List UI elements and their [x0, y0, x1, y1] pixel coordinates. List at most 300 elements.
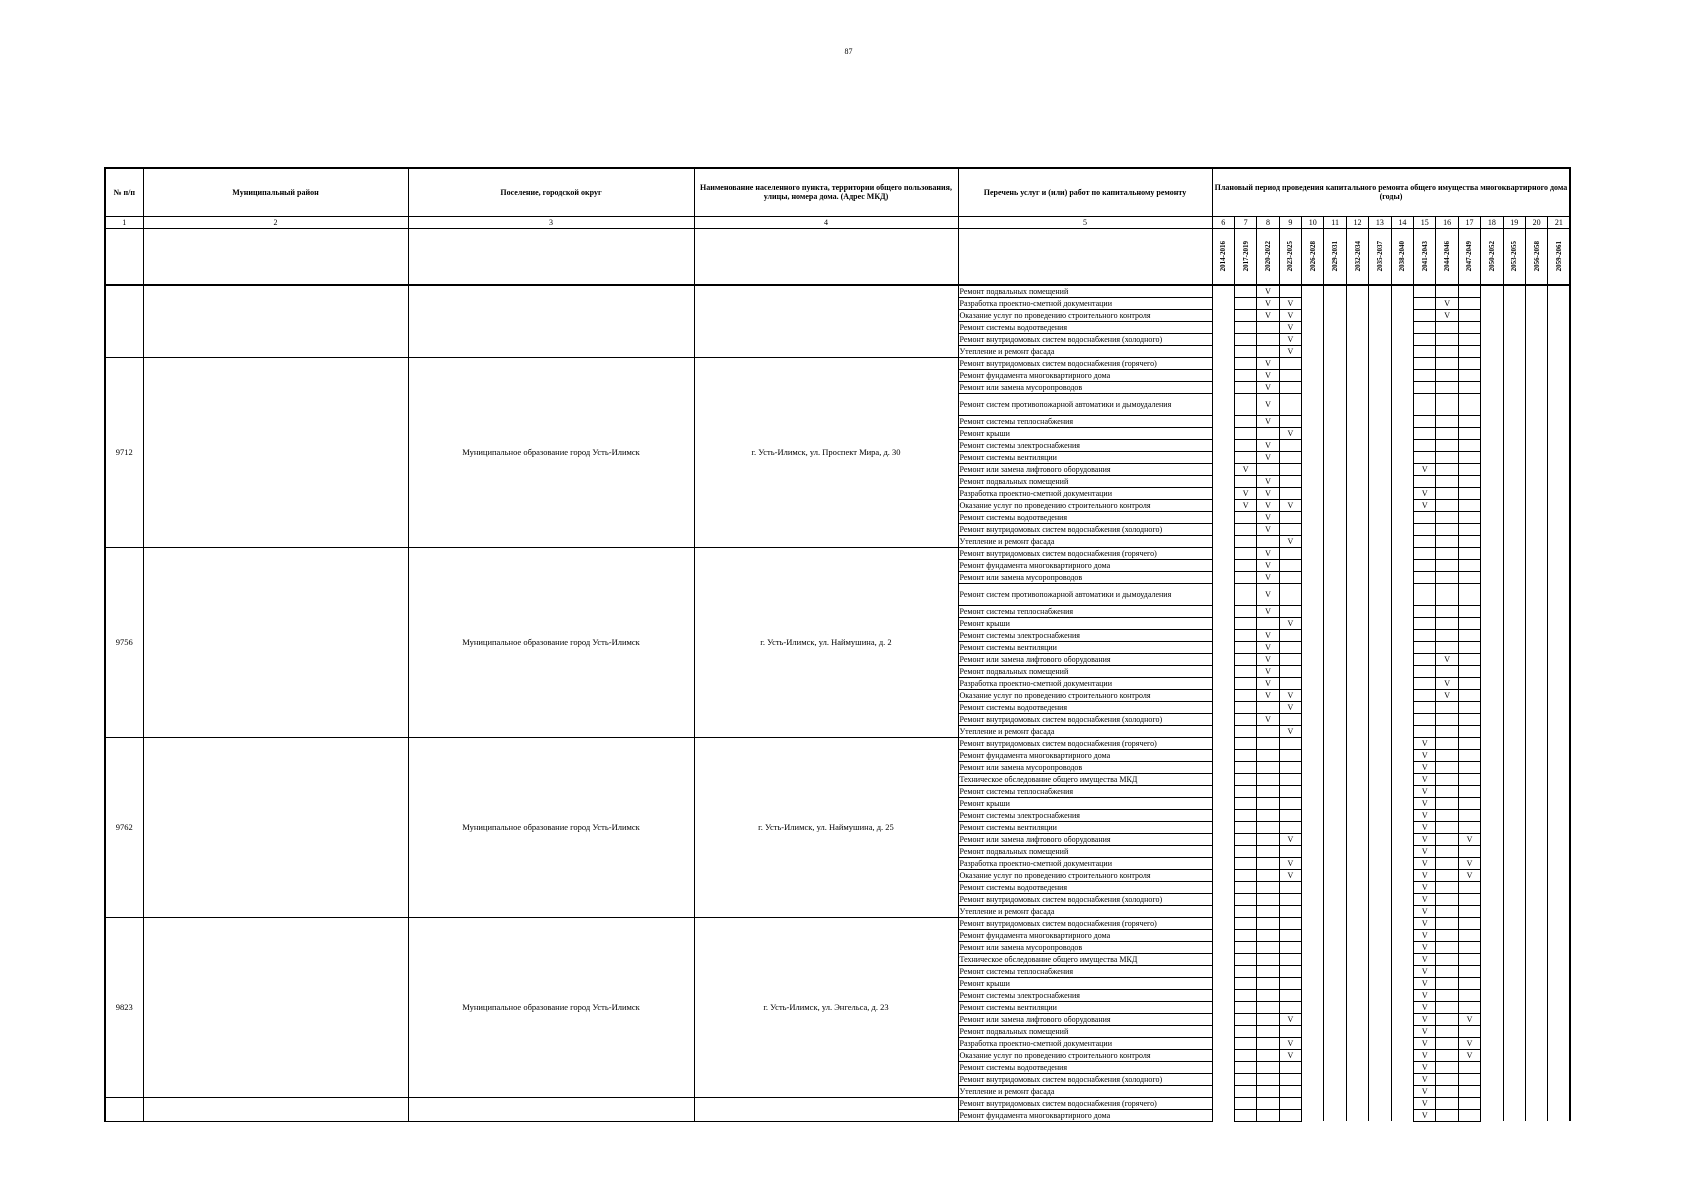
period-mark: V: [1257, 559, 1279, 571]
period-empty: [1346, 749, 1368, 761]
period-empty: [1436, 357, 1458, 369]
period-empty: [1503, 333, 1525, 345]
period-mark: V: [1257, 653, 1279, 665]
period-empty: [1436, 1049, 1458, 1061]
period-empty: [1525, 869, 1547, 881]
period-empty: [1302, 965, 1324, 977]
period-empty: [1481, 393, 1503, 415]
period-empty: [1436, 1061, 1458, 1073]
period-empty: [1391, 857, 1413, 869]
period-empty: [1279, 463, 1301, 475]
period-empty: [1481, 821, 1503, 833]
address-cell: г. Усть-Илимск, ул. Проспект Мира, д. 30: [694, 357, 958, 547]
period-empty: [1548, 605, 1571, 617]
period-empty: [1525, 641, 1547, 653]
work-item: Ремонт системы вентиляции: [958, 1001, 1212, 1013]
period-empty: [1302, 713, 1324, 725]
period-empty: [1414, 451, 1436, 463]
period-empty: [1346, 989, 1368, 1001]
period-empty: [1525, 665, 1547, 677]
column-number: 3: [408, 216, 694, 228]
period-empty: [1346, 1073, 1368, 1085]
period-empty: [1481, 511, 1503, 523]
period-empty: [1481, 881, 1503, 893]
column-number: 17: [1458, 216, 1480, 228]
settlement-cell: Муниципальное образование город Усть-Илимск: [408, 357, 694, 547]
period-empty: [1503, 381, 1525, 393]
period-empty: [1346, 869, 1368, 881]
period-empty: [1391, 761, 1413, 773]
period-empty: [1458, 917, 1480, 929]
period-empty: [1458, 1073, 1480, 1085]
period-empty: [1548, 689, 1571, 701]
period-empty: [1503, 785, 1525, 797]
period-empty: [1414, 415, 1436, 427]
period-empty: [1391, 369, 1413, 381]
period-empty: [1234, 571, 1256, 583]
period-mark: V: [1414, 881, 1436, 893]
period-empty: [1212, 845, 1234, 857]
work-item: Ремонт или замена лифтового оборудования: [958, 463, 1212, 475]
period-empty: [1257, 773, 1279, 785]
period-empty: [1324, 427, 1346, 439]
period-empty: [1391, 451, 1413, 463]
work-item: Утепление и ремонт фасада: [958, 905, 1212, 917]
period-empty: [1458, 641, 1480, 653]
period-empty: [1481, 1061, 1503, 1073]
period-empty: [1212, 1073, 1234, 1085]
period-empty: [1324, 785, 1346, 797]
period-empty: [1548, 369, 1571, 381]
period-empty: [1436, 393, 1458, 415]
period-empty: [1324, 857, 1346, 869]
period-empty: [1212, 309, 1234, 321]
period-empty: [1369, 1109, 1391, 1121]
period-cell: [1481, 228, 1503, 285]
period-mark: V: [1257, 677, 1279, 689]
period-empty: [1324, 381, 1346, 393]
period-empty: [1548, 941, 1571, 953]
period-empty: [1279, 653, 1301, 665]
period-empty: [1234, 701, 1256, 713]
period-empty: [1481, 725, 1503, 737]
period-empty: [1481, 893, 1503, 905]
period-empty: [1458, 297, 1480, 309]
period-empty: [1346, 605, 1368, 617]
period-empty: [1503, 653, 1525, 665]
period-empty: [1414, 605, 1436, 617]
period-empty: [1212, 475, 1234, 487]
period-empty: [1369, 929, 1391, 941]
period-empty: [1481, 665, 1503, 677]
period-empty: [1234, 451, 1256, 463]
period-empty: [1391, 701, 1413, 713]
period-empty: [1234, 559, 1256, 571]
period-mark: V: [1257, 511, 1279, 523]
period-empty: [1458, 1025, 1480, 1037]
period-empty: [1436, 617, 1458, 629]
period-empty: [1503, 929, 1525, 941]
period-empty: [1346, 1097, 1368, 1109]
work-item: Ремонт системы вентиляции: [958, 641, 1212, 653]
period-empty: [1525, 547, 1547, 559]
period-empty: [1369, 1061, 1391, 1073]
period-mark: V: [1279, 333, 1301, 345]
period-empty: [1257, 725, 1279, 737]
period-mark: V: [1436, 689, 1458, 701]
period-empty: [1525, 381, 1547, 393]
period-empty: [1302, 1061, 1324, 1073]
period-empty: [1503, 357, 1525, 369]
period-empty: [1324, 463, 1346, 475]
period-mark: V: [1414, 965, 1436, 977]
period-empty: [1503, 893, 1525, 905]
period-empty: [1503, 881, 1525, 893]
period-mark: V: [1414, 463, 1436, 475]
work-item: Ремонт системы водоотведения: [958, 701, 1212, 713]
period-empty: [1279, 1097, 1301, 1109]
period-empty: [1481, 977, 1503, 989]
period-empty: [1346, 713, 1368, 725]
period-empty: [1458, 977, 1480, 989]
period-empty: [1458, 665, 1480, 677]
period-empty: [1436, 571, 1458, 583]
period-mark: V: [1414, 821, 1436, 833]
period-empty: [1391, 1097, 1413, 1109]
period-empty: [1369, 677, 1391, 689]
period-empty: [1503, 773, 1525, 785]
period-mark: V: [1257, 451, 1279, 463]
period-empty: [1391, 749, 1413, 761]
period-empty: [1212, 641, 1234, 653]
period-empty: [1279, 369, 1301, 381]
period-empty: [1548, 1073, 1571, 1085]
period-empty: [1212, 297, 1234, 309]
period-empty: [1324, 1097, 1346, 1109]
period-mark: V: [1458, 1049, 1480, 1061]
period-empty: [1525, 617, 1547, 629]
address-cell: [694, 285, 958, 358]
period-empty: [1548, 989, 1571, 1001]
table-row: [105, 357, 1570, 369]
period-empty: [1503, 641, 1525, 653]
period-empty: [1414, 689, 1436, 701]
period-empty: [1525, 1013, 1547, 1025]
period-empty: [1302, 905, 1324, 917]
period-empty: [1525, 1037, 1547, 1049]
period-empty: [1369, 665, 1391, 677]
period-empty: [1346, 857, 1368, 869]
work-item: Разработка проектно-сметной документации: [958, 487, 1212, 499]
period-empty: [1369, 1097, 1391, 1109]
period-empty: [1436, 713, 1458, 725]
period-empty: [1436, 499, 1458, 511]
column-number: 15: [1414, 216, 1436, 228]
period-empty: [1458, 905, 1480, 917]
period-empty: [1212, 333, 1234, 345]
period-empty: [1436, 1025, 1458, 1037]
period-empty: [1481, 1025, 1503, 1037]
period-empty: [1369, 285, 1391, 298]
period-empty: [1436, 965, 1458, 977]
period-empty: [1369, 857, 1391, 869]
period-empty: [1257, 333, 1279, 345]
period-label: 2056-2058: [1532, 240, 1541, 272]
period-empty: [1212, 357, 1234, 369]
period-empty: [1279, 415, 1301, 427]
period-empty: [1391, 1013, 1413, 1025]
period-empty: [1525, 499, 1547, 511]
period-empty: [1391, 821, 1413, 833]
period-empty: [1548, 333, 1571, 345]
column-number: 5: [958, 216, 1212, 228]
settlement-cell: Муниципальное образование город Усть-Илимск: [408, 737, 694, 917]
period-empty: [1481, 1037, 1503, 1049]
period-empty: [1548, 1085, 1571, 1097]
period-empty: [1391, 345, 1413, 357]
period-mark: V: [1257, 641, 1279, 653]
period-empty: [1279, 953, 1301, 965]
period-empty: [1346, 953, 1368, 965]
period-empty: [1458, 725, 1480, 737]
period-empty: [1279, 905, 1301, 917]
period-empty: [1391, 583, 1413, 605]
period-empty: [1302, 881, 1324, 893]
period-empty: [1436, 535, 1458, 547]
period-empty: [1503, 1037, 1525, 1049]
period-empty: [1212, 725, 1234, 737]
period-empty: [1436, 629, 1458, 641]
period-empty: [1391, 617, 1413, 629]
period-empty: [1548, 725, 1571, 737]
column-number: 18: [1481, 216, 1503, 228]
period-empty: [1436, 605, 1458, 617]
period-empty: [1458, 689, 1480, 701]
period-empty: [1503, 665, 1525, 677]
period-empty: [1302, 1109, 1324, 1121]
period-empty: [1525, 523, 1547, 535]
period-empty: [1481, 381, 1503, 393]
period-empty: [1302, 1013, 1324, 1025]
period-empty: [1212, 1049, 1234, 1061]
period-mark: V: [1279, 725, 1301, 737]
period-empty: [1302, 309, 1324, 321]
period-empty: [1302, 285, 1324, 298]
period-empty: [1212, 345, 1234, 357]
period-mark: V: [1257, 547, 1279, 559]
period-empty: [1525, 821, 1547, 833]
period-empty: [1369, 917, 1391, 929]
period-empty: [1324, 665, 1346, 677]
period-empty: [1369, 689, 1391, 701]
work-item: Утепление и ремонт фасада: [958, 535, 1212, 547]
period-empty: [1369, 1037, 1391, 1049]
period-empty: [1257, 1037, 1279, 1049]
period-empty: [1548, 869, 1571, 881]
period-empty: [1234, 845, 1256, 857]
period-empty: [1234, 665, 1256, 677]
period-empty: [1324, 571, 1346, 583]
period-empty: [1548, 309, 1571, 321]
period-empty: [1302, 605, 1324, 617]
period-empty: [1458, 797, 1480, 809]
period-empty: [1525, 713, 1547, 725]
period-empty: [1503, 737, 1525, 749]
period-empty: [1234, 869, 1256, 881]
period-empty: [1503, 523, 1525, 535]
column-number: 1: [105, 216, 143, 228]
period-empty: [1548, 749, 1571, 761]
period-empty: [1503, 285, 1525, 298]
work-item: Ремонт крыши: [958, 977, 1212, 989]
period-empty: [1391, 333, 1413, 345]
period-empty: [1302, 845, 1324, 857]
period-empty: [1525, 1109, 1547, 1121]
period-empty: [1391, 559, 1413, 571]
period-empty: [1346, 701, 1368, 713]
period-empty: [1525, 737, 1547, 749]
period-empty: [1503, 559, 1525, 571]
period-empty: [1324, 333, 1346, 345]
period-empty: [1525, 605, 1547, 617]
period-empty: [1503, 345, 1525, 357]
period-empty: [1414, 653, 1436, 665]
period-empty: [1212, 487, 1234, 499]
period-mark: V: [1414, 1109, 1436, 1121]
column-number: 10: [1302, 216, 1324, 228]
period-empty: [1302, 535, 1324, 547]
period-empty: [1324, 761, 1346, 773]
period-empty: [1548, 665, 1571, 677]
period-empty: [1346, 821, 1368, 833]
period-empty: [1525, 929, 1547, 941]
period-empty: [1212, 1109, 1234, 1121]
period-empty: [1436, 547, 1458, 559]
period-empty: [1212, 463, 1234, 475]
period-label: 2023-2025: [1286, 240, 1295, 272]
period-empty: [1503, 617, 1525, 629]
period-empty: [1481, 547, 1503, 559]
period-empty: [1212, 1061, 1234, 1073]
period-empty: [1324, 941, 1346, 953]
period-empty: [1481, 845, 1503, 857]
period-empty: [1346, 665, 1368, 677]
period-empty: [1391, 285, 1413, 298]
period-empty: [1369, 965, 1391, 977]
period-empty: [1503, 701, 1525, 713]
period-empty: [1257, 749, 1279, 761]
period-empty: [1302, 487, 1324, 499]
period-empty: [1548, 1097, 1571, 1109]
period-empty: [1302, 953, 1324, 965]
period-empty: [1436, 917, 1458, 929]
period-empty: [1525, 917, 1547, 929]
column-number: 2: [143, 216, 408, 228]
period-cell: [1414, 228, 1436, 285]
period-empty: [1346, 1025, 1368, 1037]
work-item: Ремонт подвальных помещений: [958, 1025, 1212, 1037]
period-empty: [1548, 1025, 1571, 1037]
period-empty: [1391, 1001, 1413, 1013]
period-empty: [1481, 797, 1503, 809]
period-empty: [1391, 893, 1413, 905]
table-row: [105, 917, 1570, 929]
period-empty: [1324, 869, 1346, 881]
header-district: Муниципальный район: [143, 168, 408, 216]
period-mark: V: [1257, 629, 1279, 641]
work-item: Ремонт внутридомовых систем водоснабжения (горячего): [958, 547, 1212, 559]
period-empty: [1436, 451, 1458, 463]
period-empty: [1458, 487, 1480, 499]
period-empty: [1279, 1061, 1301, 1073]
period-mark: V: [1279, 321, 1301, 333]
column-number-row: [105, 216, 1570, 228]
period-empty: [1369, 345, 1391, 357]
period-empty: [1458, 881, 1480, 893]
period-empty: [1503, 393, 1525, 415]
period-empty: [1525, 845, 1547, 857]
period-empty: [1391, 309, 1413, 321]
period-empty: [1458, 427, 1480, 439]
period-empty: [1346, 761, 1368, 773]
period-empty: [1234, 535, 1256, 547]
period-empty: [1548, 761, 1571, 773]
period-empty: [1302, 321, 1324, 333]
work-item: Техническое обследование общего имущества МКД: [958, 953, 1212, 965]
period-empty: [1302, 475, 1324, 487]
period-empty: [1525, 1049, 1547, 1061]
period-mark: V: [1414, 749, 1436, 761]
period-empty: [1346, 785, 1368, 797]
period-empty: [1324, 415, 1346, 427]
period-empty: [1279, 749, 1301, 761]
work-item: Оказание услуг по проведению строительного контроля: [958, 869, 1212, 881]
period-empty: [1234, 713, 1256, 725]
period-empty: [1212, 617, 1234, 629]
period-empty: [1302, 393, 1324, 415]
period-empty: [1279, 977, 1301, 989]
period-empty: [1234, 333, 1256, 345]
period-empty: [1234, 629, 1256, 641]
period-empty: [1525, 689, 1547, 701]
period-empty: [1548, 701, 1571, 713]
period-empty: [1212, 737, 1234, 749]
work-item: Ремонт крыши: [958, 797, 1212, 809]
period-empty: [1234, 785, 1256, 797]
period-empty: [1436, 333, 1458, 345]
work-item: Ремонт системы электроснабжения: [958, 809, 1212, 821]
period-empty: [1391, 393, 1413, 415]
period-empty: [1481, 749, 1503, 761]
period-empty: [1257, 761, 1279, 773]
period-empty: [1324, 749, 1346, 761]
period-mark: V: [1458, 857, 1480, 869]
period-empty: [1525, 1085, 1547, 1097]
period-empty: [1369, 725, 1391, 737]
period-empty: [1436, 1073, 1458, 1085]
period-mark: V: [1414, 773, 1436, 785]
period-empty: [1279, 547, 1301, 559]
period-empty: [1302, 941, 1324, 953]
period-empty: [1481, 1013, 1503, 1025]
column-number: 12: [1346, 216, 1368, 228]
period-empty: [1391, 869, 1413, 881]
work-item: Ремонт системы электроснабжения: [958, 989, 1212, 1001]
period-empty: [1212, 1097, 1234, 1109]
period-empty: [1369, 629, 1391, 641]
period-empty: [1346, 451, 1368, 463]
address-cell: [694, 1097, 958, 1121]
